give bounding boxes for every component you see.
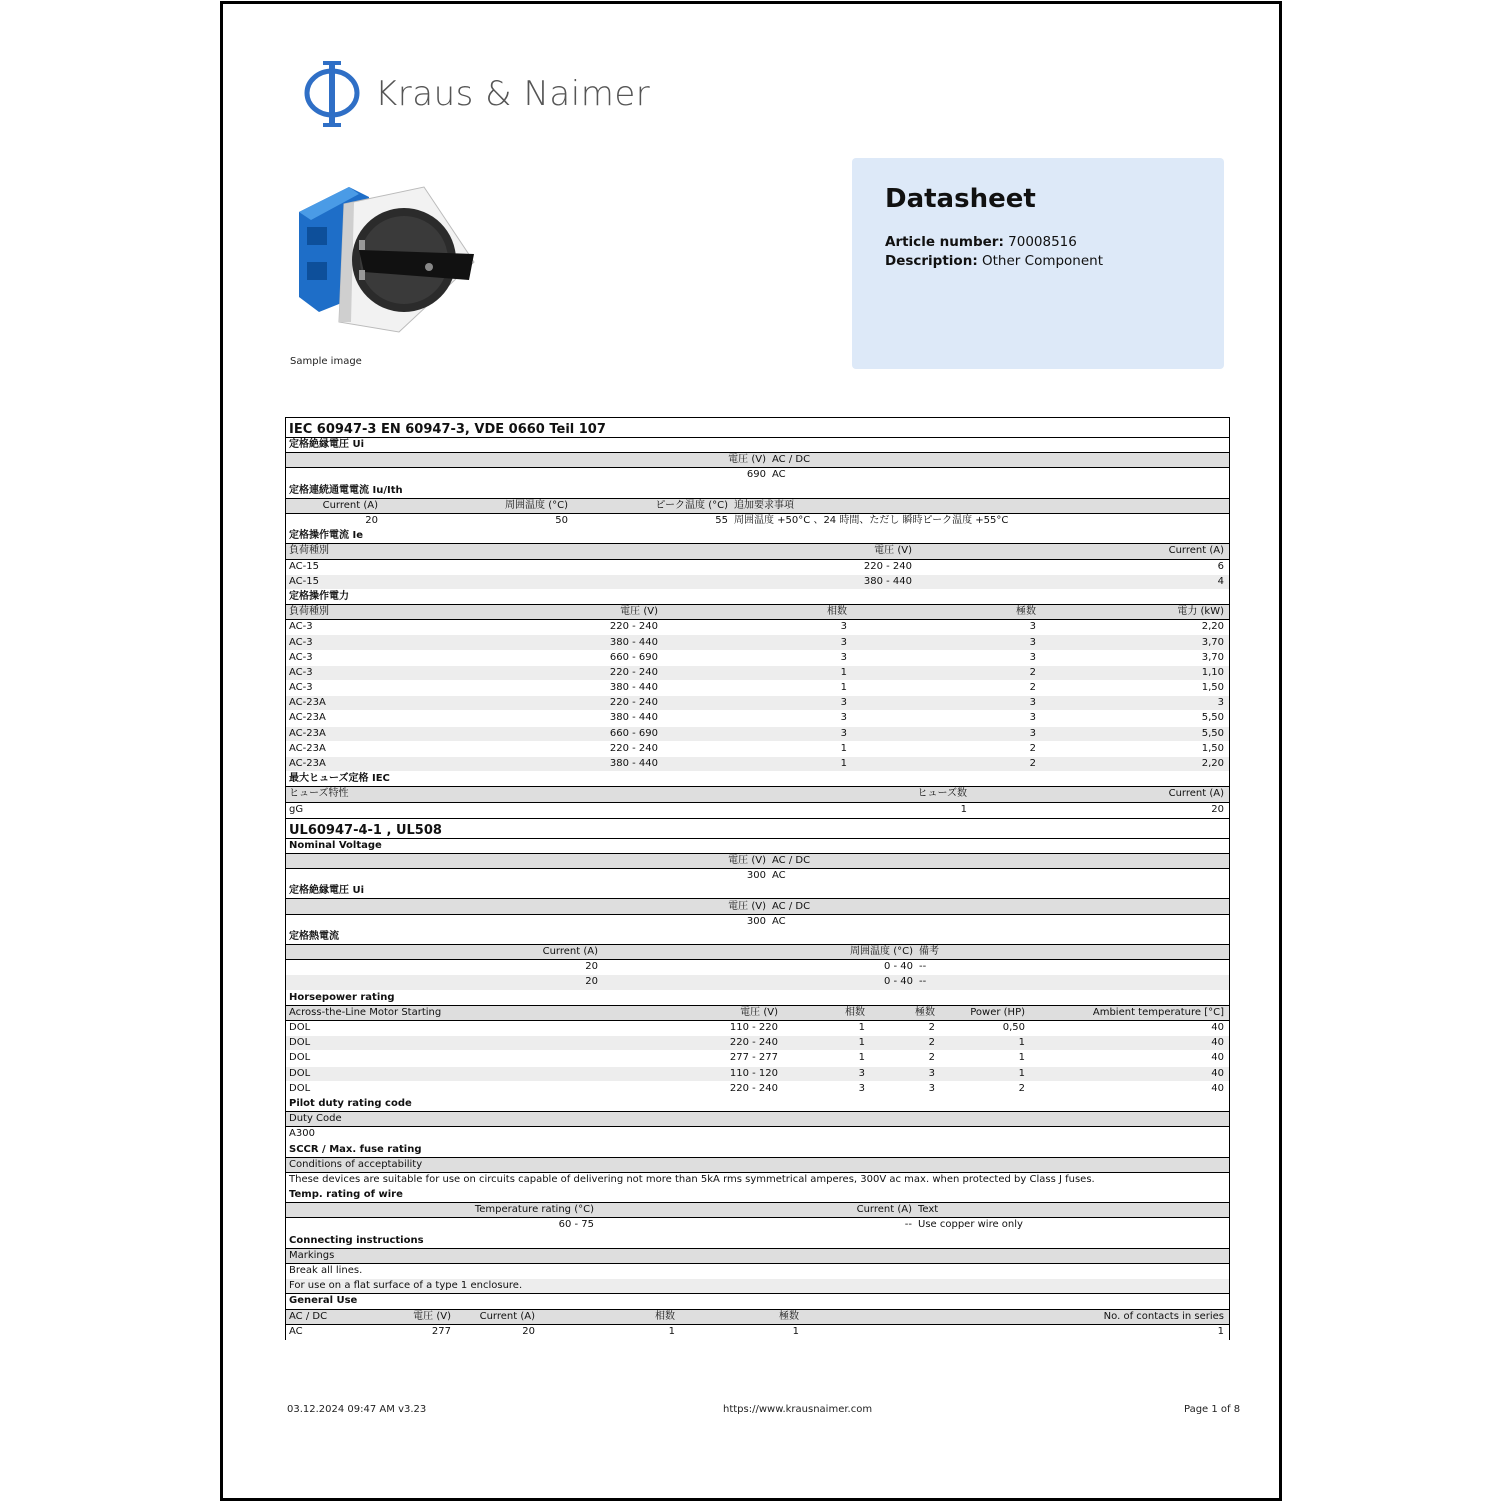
section-title: Pilot duty rating code (286, 1097, 1229, 1112)
col-header-phase: 相数 (655, 1310, 675, 1322)
cell-voltage: 660 - 690 (609, 651, 658, 663)
section-title: General Use (286, 1294, 1229, 1309)
table-row (286, 1021, 1229, 1036)
table-header-row (286, 1158, 1229, 1173)
cell-poles: 2 (928, 1037, 935, 1049)
section-title: Connecting instructions (286, 1234, 1229, 1249)
cell-phase: 3 (858, 1067, 865, 1079)
cell-current: 20 (365, 515, 378, 527)
cell-acdc: AC (772, 915, 786, 927)
cell-cat: AC-23A (289, 727, 326, 739)
cell-phase: 3 (840, 636, 847, 648)
cell-ambient: 0 - 40 (883, 976, 913, 988)
cell-poles: 3 (1029, 651, 1036, 663)
cell-temp: 40 (1211, 1037, 1224, 1049)
cell-voltage: 220 - 240 (863, 560, 912, 572)
spec-table (285, 417, 1230, 1340)
col-header-extra: 追加要求事項 (734, 499, 794, 511)
cell-cat: AC-3 (289, 621, 313, 633)
cell-voltage: 380 - 440 (609, 758, 658, 770)
cell-hp: 1 (1018, 1037, 1025, 1049)
cell-voltage: 277 - 277 (729, 1052, 778, 1064)
cell-text: Use copper wire only (918, 1219, 1023, 1231)
cell-type: DOL (289, 1082, 311, 1094)
table-row (286, 960, 1229, 975)
cell-voltage: 380 - 440 (863, 575, 912, 587)
cell-poles: 1 (792, 1325, 799, 1337)
cell-phase: 1 (858, 1052, 865, 1064)
section-title: SCCR / Max. fuse rating (286, 1142, 1229, 1157)
table-row (286, 681, 1229, 696)
cell-voltage: 300 (746, 915, 766, 927)
cell-acdc: AC (772, 469, 786, 481)
cell-phase: 1 (840, 666, 847, 678)
cell-power: 1,10 (1201, 666, 1224, 678)
col-header-type: Across-the-Line Motor Starting (289, 1006, 442, 1018)
cell-poles: 3 (1029, 636, 1036, 648)
col-header-voltage: 電圧 (V) (620, 606, 658, 618)
table-row (286, 1325, 1229, 1340)
cell-phase: 3 (858, 1082, 865, 1094)
table-row (286, 757, 1229, 772)
cell-category: AC-15 (289, 575, 319, 587)
table-row (286, 1279, 1229, 1294)
col-header-voltage: 電圧 (V) (874, 545, 912, 557)
section-title: 定格絶縁電圧 Ui (286, 884, 1229, 899)
col-header-voltage: 電圧 (V) (740, 1006, 778, 1018)
cell-cat: AC-3 (289, 651, 313, 663)
footer-datetime: 03.12.2024 09:47 AM v3.23 (287, 1404, 427, 1415)
cell-hp: 1 (1018, 1052, 1025, 1064)
cell-temp: 40 (1211, 1052, 1224, 1064)
table-row (286, 975, 1229, 990)
cell-poles: 3 (1029, 621, 1036, 633)
col-header-duty-code: Duty Code (289, 1113, 342, 1125)
table-row (286, 560, 1229, 575)
cell-series: 1 (1217, 1325, 1224, 1337)
hp-rows (286, 1021, 1229, 1097)
cell-voltage: 220 - 240 (729, 1037, 778, 1049)
col-header-current: Current (A) (479, 1310, 535, 1322)
table-header-row (286, 544, 1229, 559)
datasheet-title: Datasheet (885, 184, 1036, 214)
table-row (286, 620, 1229, 635)
article-number-line (885, 234, 1077, 250)
cell-extra: 周囲温度 +50°C 、24 時間、ただし 瞬時ピーク温度 +55°C (734, 515, 1009, 527)
table-row (286, 1036, 1229, 1051)
cell-temp: 60 - 75 (558, 1219, 594, 1231)
table-row (286, 742, 1229, 757)
table-row (286, 869, 1229, 884)
cell-voltage: 110 - 220 (729, 1022, 778, 1034)
col-header-text: Text (918, 1204, 939, 1216)
col-header-fuse-count: ヒューズ数 (917, 788, 967, 800)
table-header-row (286, 899, 1229, 914)
table-header-row (286, 787, 1229, 802)
col-header-voltage: 電圧 (V) (728, 854, 766, 866)
cell-hp: 2 (1018, 1082, 1025, 1094)
col-header-acdc: AC / DC (772, 900, 811, 912)
cell-voltage: 660 - 690 (609, 727, 658, 739)
cell-poles: 3 (1029, 727, 1036, 739)
col-header-peak: ピーク温度 (°C) (655, 499, 728, 511)
cell-ambient: 50 (555, 515, 568, 527)
cell-current: 6 (1217, 560, 1224, 572)
table-header-row (286, 854, 1229, 869)
cell-phase: 3 (840, 651, 847, 663)
cell-marking: Break all lines. (289, 1265, 363, 1277)
article-number-label: Article number: (885, 234, 1004, 250)
cell-acdc: AC (772, 870, 786, 882)
table-row (286, 1264, 1229, 1279)
cell-cat: AC-3 (289, 682, 313, 694)
col-header-series: No. of contacts in series (1103, 1310, 1224, 1322)
col-header-phase: 相数 (845, 1006, 865, 1018)
brand-logo (303, 59, 650, 129)
col-header-voltage: 電圧 (V) (728, 900, 766, 912)
table-header-row (286, 1249, 1229, 1264)
cell-poles: 2 (1029, 742, 1036, 754)
col-header-fuse-char: ヒューズ特性 (289, 788, 349, 800)
cell-phase: 1 (840, 682, 847, 694)
table-row (286, 727, 1229, 742)
cell-voltage: 220 - 240 (609, 666, 658, 678)
cell-phase: 3 (840, 712, 847, 724)
cell-acdc: AC (289, 1325, 303, 1337)
cell-temp: 40 (1211, 1022, 1224, 1034)
section-title: Temp. rating of wire (286, 1188, 1229, 1203)
col-header-current: Current (A) (1168, 788, 1224, 800)
table-row (286, 711, 1229, 726)
cell-phase: 1 (840, 742, 847, 754)
cell-cat: AC-23A (289, 712, 326, 724)
footer-url[interactable]: https://www.krausnaimer.com (723, 1404, 873, 1415)
cell-voltage: 690 (746, 469, 766, 481)
cell-hp: 1 (1018, 1067, 1025, 1079)
cell-cat: AC-23A (289, 697, 326, 709)
cell-power: 1,50 (1201, 682, 1224, 694)
cell-temp: 40 (1211, 1067, 1224, 1079)
section-title: Nominal Voltage (286, 839, 1229, 854)
table-header-row (286, 1310, 1229, 1325)
cell-phase: 3 (840, 727, 847, 739)
cell-ambient: 0 - 40 (883, 961, 913, 973)
table-row (286, 468, 1229, 483)
cell-poles: 3 (1029, 697, 1036, 709)
table-row (286, 1051, 1229, 1066)
col-header-temp: Ambient temperature [°C] (1092, 1006, 1224, 1018)
col-header-ambient: 周囲温度 (°C) (505, 499, 568, 511)
cell-note: -- (919, 976, 927, 988)
cell-voltage: 277 (431, 1325, 451, 1337)
cell-cat: AC-3 (289, 636, 313, 648)
iec-standard-title: IEC 60947-3 EN 60947-3, VDE 0660 Teil 107 (286, 418, 1229, 438)
cell-poles: 2 (1029, 682, 1036, 694)
section-title: 定格絶縁電圧 Ui (286, 438, 1229, 453)
col-header-power: 電力 (kW) (1177, 606, 1224, 618)
cell-power: 3 (1217, 697, 1224, 709)
power-rows (286, 620, 1229, 772)
cell-poles: 2 (1029, 758, 1036, 770)
section-title: 定格操作電力 (286, 590, 1229, 605)
table-row (286, 575, 1229, 590)
cell-poles: 2 (1029, 666, 1036, 678)
table-row (286, 635, 1229, 650)
ul-standard-title: UL60947-4-1 , UL508 (286, 818, 1229, 839)
phi-logo-icon (303, 59, 361, 129)
description-value: Other Component (982, 253, 1104, 269)
cell-phase: 1 (858, 1037, 865, 1049)
cell-hp: 0,50 (1002, 1022, 1025, 1034)
cell-voltage: 380 - 440 (609, 636, 658, 648)
cell-fuse-char: gG (289, 803, 304, 815)
col-header-temp: Temperature rating (°C) (474, 1204, 594, 1216)
section-title: 定格熱電流 (286, 930, 1229, 945)
table-header-row (286, 945, 1229, 960)
table-header-row (286, 1006, 1229, 1021)
cell-current: 4 (1217, 575, 1224, 587)
col-header-acdc: AC / DC (772, 854, 811, 866)
table-row (286, 915, 1229, 930)
col-header-hp: Power (HP) (970, 1006, 1025, 1018)
cell-poles: 2 (928, 1022, 935, 1034)
col-header-markings: Markings (289, 1249, 335, 1261)
cell-conditions: These devices are suitable for use on circuits capable of delivering not more than 5kA rms symmetrical amperes, 300V ac max. when protected by Class J fuses. (289, 1173, 1095, 1185)
cell-duty-code: A300 (289, 1128, 315, 1140)
footer-page-number: Page 1 of 8 (1184, 1404, 1241, 1415)
product-sample-image (289, 182, 479, 337)
table-header-row (286, 453, 1229, 468)
cell-type: DOL (289, 1052, 311, 1064)
cell-poles: 3 (928, 1082, 935, 1094)
col-header-category: 負荷種別 (289, 545, 329, 557)
col-header-ambient: 周囲温度 (°C) (850, 946, 913, 958)
col-header-note: 備考 (919, 946, 939, 958)
cell-voltage: 220 - 240 (609, 697, 658, 709)
description-label: Description: (885, 253, 978, 269)
table-row (286, 1173, 1229, 1188)
cell-type: DOL (289, 1022, 311, 1034)
table-header-row (286, 605, 1229, 620)
cell-cat: AC-23A (289, 742, 326, 754)
cell-voltage: 300 (746, 870, 766, 882)
col-header-current: Current (A) (542, 946, 598, 958)
table-row (286, 803, 1229, 818)
table-row (286, 1067, 1229, 1082)
col-header-voltage: 電圧 (V) (413, 1310, 451, 1322)
table-row (286, 651, 1229, 666)
cell-phase: 1 (668, 1325, 675, 1337)
cell-voltage: 380 - 440 (609, 682, 658, 694)
cell-phase: 1 (840, 758, 847, 770)
cell-power: 2,20 (1201, 621, 1224, 633)
table-row (286, 1127, 1229, 1142)
table-row (286, 514, 1229, 529)
cell-poles: 3 (928, 1067, 935, 1079)
cell-current: 20 (585, 961, 598, 973)
section-title: Horsepower rating (286, 991, 1229, 1006)
cell-power: 3,70 (1201, 651, 1224, 663)
cell-voltage: 110 - 120 (729, 1067, 778, 1079)
section-title: 最大ヒューズ定格 IEC (286, 772, 1229, 787)
cell-voltage: 220 - 240 (609, 742, 658, 754)
sample-image-caption: Sample image (290, 356, 362, 367)
cell-phase: 3 (840, 697, 847, 709)
cell-voltage: 220 - 240 (729, 1082, 778, 1094)
section-title: 定格連続通電電流 Iu/Ith (286, 484, 1229, 499)
cell-fuse-count: 1 (960, 803, 967, 815)
col-header-current: Current (A) (1168, 545, 1224, 557)
table-row (286, 1082, 1229, 1097)
col-header-phase: 相数 (827, 606, 847, 618)
cell-voltage: 220 - 240 (609, 621, 658, 633)
cell-note: -- (919, 961, 927, 973)
cell-current: 20 (585, 976, 598, 988)
table-row (286, 1218, 1229, 1233)
cell-poles: 3 (1029, 712, 1036, 724)
cell-current: 20 (1211, 803, 1224, 815)
table-header-row (286, 1203, 1229, 1218)
cell-phase: 3 (840, 621, 847, 633)
cell-power: 3,70 (1201, 636, 1224, 648)
col-header-acdc: AC / DC (289, 1310, 328, 1322)
col-header-conditions: Conditions of acceptability (289, 1158, 423, 1170)
cell-power: 5,50 (1201, 712, 1224, 724)
cell-poles: 2 (928, 1052, 935, 1064)
table-header-row (286, 1112, 1229, 1127)
cell-current: 20 (522, 1325, 535, 1337)
col-header-acdc: AC / DC (772, 454, 811, 466)
cell-marking: For use on a flat surface of a type 1 enclosure. (289, 1280, 523, 1292)
col-header-current: Current (A) (856, 1204, 912, 1216)
cell-power: 5,50 (1201, 727, 1224, 739)
cell-type: DOL (289, 1067, 311, 1079)
cell-cat: AC-3 (289, 666, 313, 678)
cell-current: -- (904, 1219, 912, 1231)
datasheet-info-box (852, 158, 1224, 369)
col-header-poles: 極数 (779, 1310, 799, 1322)
cell-power: 2,20 (1201, 758, 1224, 770)
cell-type: DOL (289, 1037, 311, 1049)
table-row (286, 696, 1229, 711)
cell-phase: 1 (858, 1022, 865, 1034)
cell-voltage: 380 - 440 (609, 712, 658, 724)
col-header-voltage: 電圧 (V) (728, 454, 766, 466)
description-line (885, 253, 1103, 269)
col-header-poles: 極数 (1016, 606, 1036, 618)
col-header-category: 負荷種別 (289, 606, 329, 618)
cell-peak: 55 (715, 515, 728, 527)
table-header-row (286, 499, 1229, 514)
table-row (286, 666, 1229, 681)
cell-cat: AC-23A (289, 758, 326, 770)
section-title: 定格操作電流 Ie (286, 529, 1229, 544)
col-header-current: Current (A) (322, 499, 378, 511)
brand-name: Kraus & Naimer (375, 74, 651, 114)
article-number-value: 70008516 (1008, 234, 1077, 250)
cell-category: AC-15 (289, 560, 319, 572)
cell-temp: 40 (1211, 1082, 1224, 1094)
cell-power: 1,50 (1201, 742, 1224, 754)
datasheet-page (220, 1, 1282, 1501)
col-header-poles: 極数 (915, 1006, 935, 1018)
